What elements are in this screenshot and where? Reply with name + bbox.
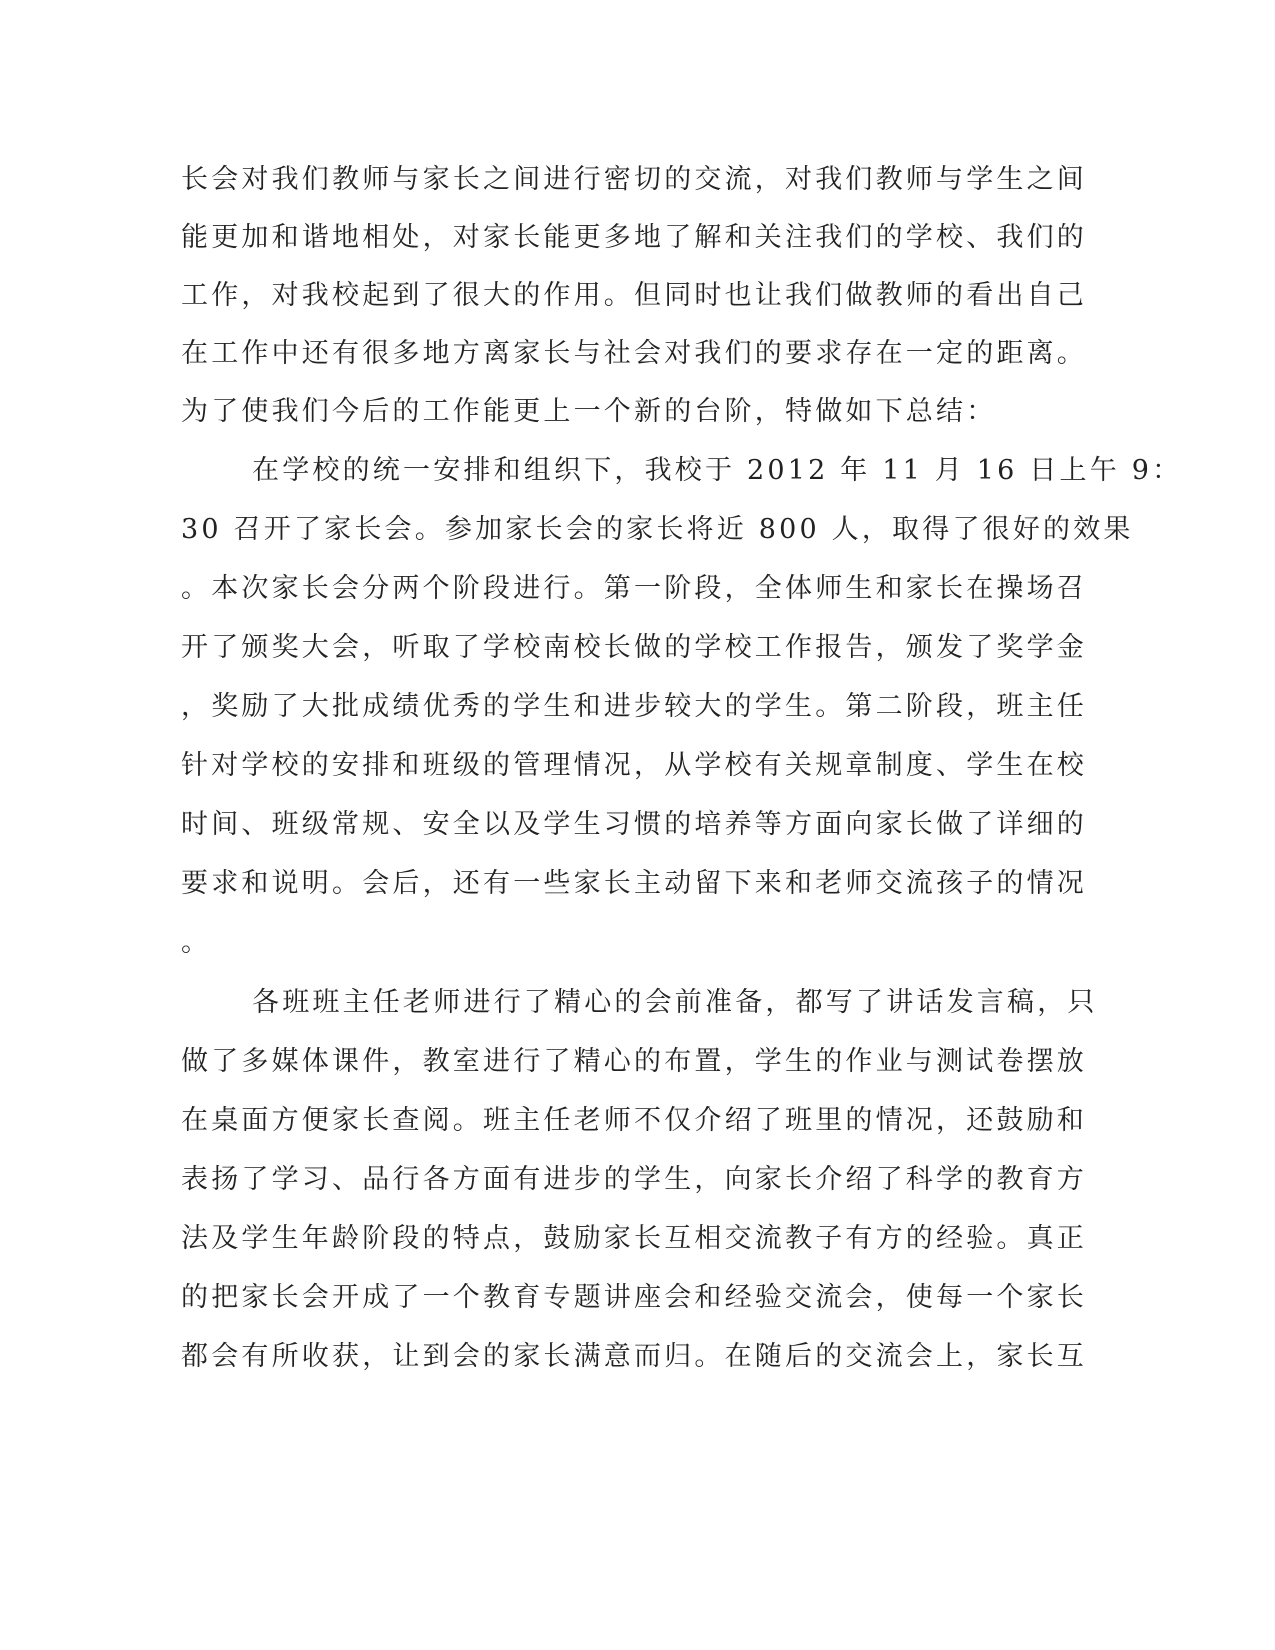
- paragraph-2-line-1: 在学校的统一安排和组织下，我校于 2012 年 11 月 16 日上午 9：: [252, 455, 1183, 486]
- paragraph-2-line-8: 要求和说明。会后，还有一些家长主动留下来和老师交流孩子的情况: [181, 868, 1087, 899]
- paragraph-3-line-5: 法及学生年龄阶段的特点，鼓励家长互相交流教子有方的经验。真正: [181, 1223, 1087, 1254]
- paragraph-1-line-5: 为了使我们今后的工作能更上一个新的台阶，特做如下总结：: [181, 396, 997, 427]
- paragraph-2-line-6: 针对学校的安排和班级的管理情况，从学校有关规章制度、学生在校: [181, 750, 1087, 781]
- paragraph-2-line-2: 30 召开了家长会。参加家长会的家长将近 800 人，取得了很好的效果: [181, 514, 1134, 545]
- paragraph-2-line-5: ，奖励了大批成绩优秀的学生和进步较大的学生。第二阶段，班主任: [181, 691, 1087, 722]
- paragraph-3-line-2: 做了多媒体课件，教室进行了精心的布置，学生的作业与测试卷摆放: [181, 1046, 1087, 1077]
- paragraph-3-line-4: 表扬了学习、品行各方面有进步的学生，向家长介绍了科学的教育方: [181, 1164, 1087, 1195]
- paragraph-2-line-4: 开了颁奖大会，听取了学校南校长做的学校工作报告，颁发了奖学金: [181, 632, 1087, 663]
- paragraph-2-line-3: 。本次家长会分两个阶段进行。第一阶段，全体师生和家长在操场召: [181, 573, 1087, 604]
- paragraph-1-line-3: 工作，对我校起到了很大的作用。但同时也让我们做教师的看出自己: [181, 280, 1087, 311]
- paragraph-3-line-7: 都会有所收获，让到会的家长满意而归。在随后的交流会上，家长互: [181, 1341, 1087, 1372]
- paragraph-2-line-7: 时间、班级常规、安全以及学生习惯的培养等方面向家长做了详细的: [181, 809, 1087, 840]
- paragraph-3-line-3: 在桌面方便家长查阅。班主任老师不仅介绍了班里的情况，还鼓励和: [181, 1105, 1087, 1136]
- paragraph-1-line-2: 能更加和谐地相处，对家长能更多地了解和关注我们的学校、我们的: [181, 222, 1087, 253]
- paragraph-3-line-1: 各班班主任老师进行了精心的会前准备，都写了讲话发言稿，只: [252, 987, 1098, 1018]
- paragraph-1-line-1: 长会对我们教师与家长之间进行密切的交流，对我们教师与学生之间: [181, 164, 1087, 195]
- paragraph-2-line-9: 。: [181, 927, 212, 958]
- paragraph-1-line-4: 在工作中还有很多地方离家长与社会对我们的要求存在一定的距离。: [181, 338, 1087, 369]
- paragraph-3-line-6: 的把家长会开成了一个教育专题讲座会和经验交流会，使每一个家长: [181, 1282, 1087, 1313]
